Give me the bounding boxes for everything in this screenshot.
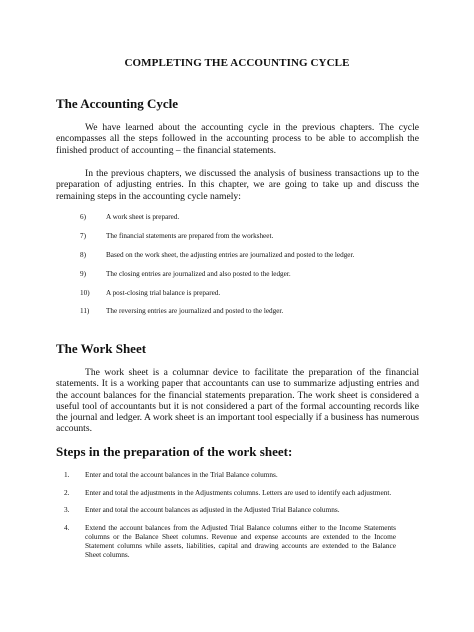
list-item-text: The closing entries are journalized and also posted to the ledger. [106,269,291,278]
list-item [80,307,420,326]
list-item-number: 9) [80,269,86,278]
list-item-number: 6) [80,213,86,221]
accounting-cycle-steps-list [80,213,420,326]
list-item [80,270,420,289]
list-item [64,470,396,479]
list-item [80,213,420,232]
heading-work-sheet: The Work Sheet [56,341,147,356]
list-item [80,251,420,270]
list-item-text: The financial statements are prepared from the worksheet. [106,231,274,240]
list-item [80,232,420,251]
list-item-number: 1. [64,470,70,479]
heading-work-sheet-steps: Steps in the preparation of the work sheet: [56,444,293,459]
list-item-number: 2. [64,488,70,498]
list-item-number: 10) [80,288,90,297]
paragraph-cycle-remaining: In the previous chapters, we discussed the analysis of business transactions up to the preparation of adjusting entries. In this chapter, we are going to take up and discuss the remaining steps in the accounting cycle namely: [56,168,419,202]
list-item-number: 7) [80,231,86,240]
list-item [64,488,396,497]
list-item-number: 3. [64,505,70,515]
work-sheet-steps-list [64,470,396,559]
list-item [64,505,396,514]
list-item-number: 8) [80,250,86,259]
paragraph-cycle-intro: We have learned about the accounting cycle in the previous chapters. The cycle encompasses all the steps followed in the accounting process to be able to accomplish the finished product of accounting – the financial statements. [56,122,419,156]
list-item-text: Enter and total the account balances as adjusted in the Adjusted Trial Balance columns. [85,505,340,515]
list-item-text: Extend the account balances from the Adjusted Trial Balance columns either to the Income Statements columns or the Balance Sheet columns. Revenue and expense accounts are extended to the Income Statement columns while assets, liabilities, capital and drawing accounts are extended to the Balance Sheet columns. [85,522,396,560]
list-item-text: A post-closing trial balance is prepared. [106,288,221,297]
heading-accounting-cycle: The Accounting Cycle [56,96,179,111]
list-item-number: 4. [64,522,70,532]
list-item-number: 11) [80,307,90,316]
list-item [64,523,396,560]
list-item-text: Enter and total the account balances in the Trial Balance columns. [85,470,278,479]
list-item-text: The reversing entries are journalized and posted to the ledger. [106,307,284,316]
list-item-text: A work sheet is prepared. [106,213,180,221]
list-item-text: Based on the work sheet, the adjusting entries are journalized and posted to the ledger. [106,250,355,259]
paragraph-work-sheet: The work sheet is a columnar device to facilitate the preparation of the financial statements. It is a working paper that accountants can use to summarize adjusting entries and the account balances for the financial statements preparation. The work sheet is considered a useful tool of accountants but it is not considered a part of the formal accounting records like the journal and ledger. A work sheet is an important tool especially if a business has numerous accounts. [56,367,419,435]
list-item-text: Enter and total the adjustments in the Adjustments columns. Letters are used to identify each adjustment. [85,488,392,498]
list-item [80,289,420,308]
document-title: COMPLETING THE ACCOUNTING CYCLE [124,57,350,69]
